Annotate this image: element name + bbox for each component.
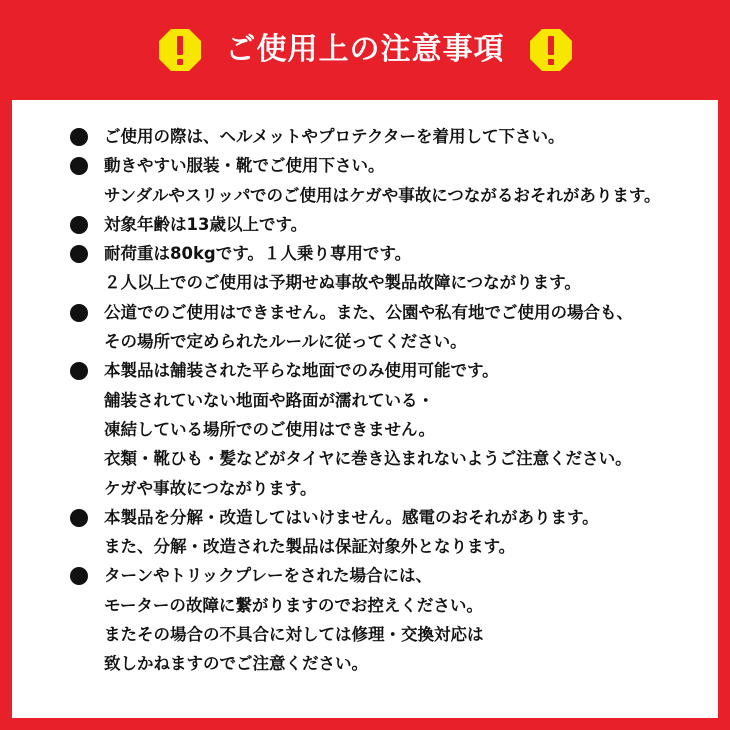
notice-text-line: 凍結している場所でのご使用はできません。 bbox=[104, 419, 435, 439]
notice-text-line: 衣類・靴ひも・髪などがタイヤに巻き込まれないようご注意ください。 bbox=[104, 449, 632, 469]
bullet-icon bbox=[70, 157, 88, 175]
notice-text-line: 本製品は舗装された平らな地面でのみ使用可能です。 bbox=[104, 361, 499, 381]
notice-list bbox=[70, 122, 710, 679]
bullet-icon bbox=[70, 245, 88, 263]
page-title: ご使用上の注意事項 bbox=[225, 32, 505, 67]
bullet-icon bbox=[70, 128, 88, 146]
notice-text-line: 公道でのご使用はできません。また、公園や私有地でご使用の場合も、 bbox=[104, 302, 633, 322]
notice-text-line: サンダルやスリッパでのご使用はケガや事故につながるおそれがあります。 bbox=[104, 185, 661, 205]
notice-text-line: また、分解・改造された製品は保証対象外となります。 bbox=[104, 537, 516, 557]
notice-item bbox=[70, 356, 710, 502]
notice-text-line: またその場合の不具合に対しては修理・交換対応は bbox=[104, 625, 484, 645]
notice-text-line: 舗装されていない地面や路面が濡れている・ bbox=[104, 390, 434, 410]
bullet-icon bbox=[70, 304, 88, 322]
notice-text-line: 対象年齢は13歳以上です。 bbox=[104, 214, 308, 234]
notice-text-line: ご使用の際は、ヘルメットやプロテクターを着用して下さい。 bbox=[104, 127, 565, 146]
bullet-icon bbox=[70, 216, 88, 234]
bullet-icon bbox=[70, 509, 88, 527]
notice-text-line: ターンやトリックプレーをされた場合には、 bbox=[104, 566, 433, 586]
exclamation-warning-icon bbox=[529, 28, 573, 72]
header-banner bbox=[0, 0, 730, 100]
notice-item bbox=[70, 122, 710, 151]
notice-text-line: 致しかねますのでご注意ください。 bbox=[104, 654, 368, 674]
notice-item bbox=[70, 151, 710, 210]
notice-text-line: 動きやすい服装・靴でご使用下さい。 bbox=[104, 156, 385, 176]
notice-text-line: 本製品を分解・改造してはいけません。感電のおそれがあります。 bbox=[104, 507, 599, 527]
notice-item bbox=[70, 503, 710, 562]
notice-text-line: ケガや事故につながります。 bbox=[104, 478, 317, 498]
notice-text-line: 耐荷重は80kgです。１人乗り専用です。 bbox=[104, 244, 412, 264]
notice-text-line: モーターの故障に繋がりますのでお控えください。 bbox=[104, 595, 483, 615]
notice-item bbox=[70, 210, 710, 239]
notice-item bbox=[70, 298, 710, 357]
notice-text-line: その場所で定められたルールに従ってください。 bbox=[104, 332, 467, 352]
notice-text-line: ２人以上でのご使用は予期せぬ事故や製品故障につながります。 bbox=[104, 273, 581, 293]
bullet-icon bbox=[70, 567, 88, 585]
content-panel bbox=[12, 100, 718, 718]
notice-item bbox=[70, 239, 710, 298]
bullet-icon bbox=[70, 362, 88, 380]
exclamation-warning-icon bbox=[158, 28, 202, 72]
notice-item bbox=[70, 561, 710, 678]
